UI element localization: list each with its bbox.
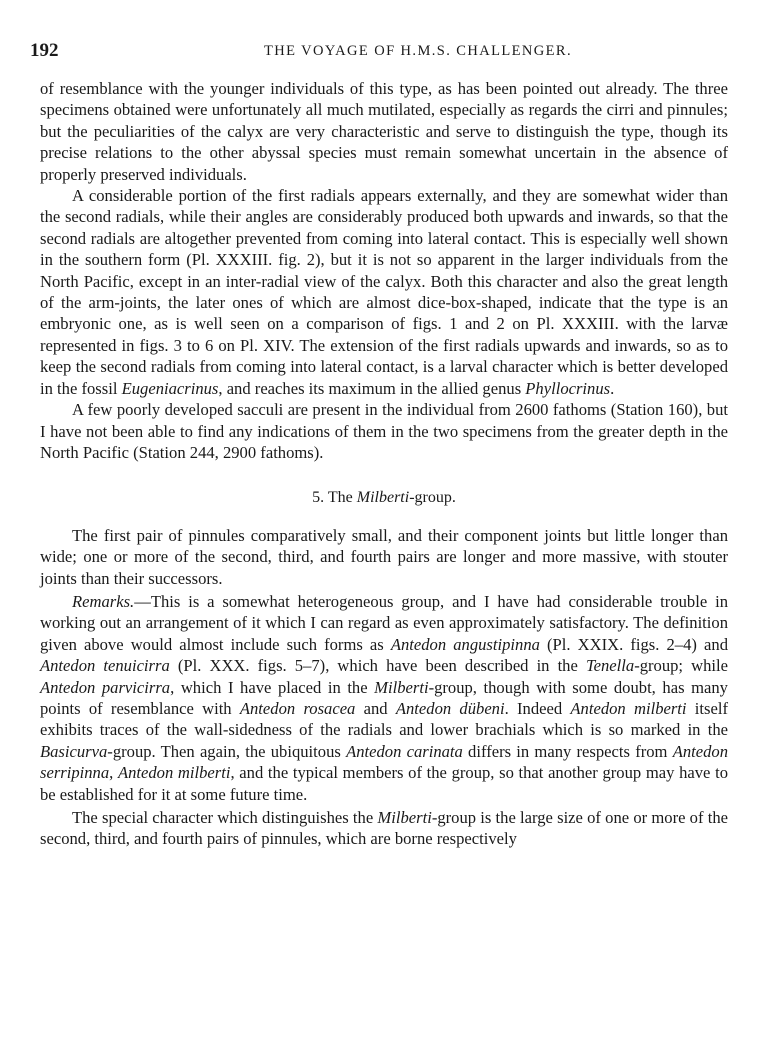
italic-term: Remarks. [72,591,135,611]
text-run: -group. Then again, the ubiquitous [107,741,347,761]
italic-term: Phyllocrinus [525,378,611,398]
text-run: The first pair of pinnules comparatively small, and their component joints but little longer than wide; one or more of the second, third, and fourth pairs are longer and more massive, with stouter joints than their successors. [40,525,728,588]
italic-term: Eugeniacrinus [121,378,219,398]
text-run: , and the typical members of the group, so that another group may have to be established for it at some future time. [40,763,728,804]
italic-term: Tenella [585,656,635,676]
italic-term: Antedon tenuicirra [40,656,170,676]
italic-term: Antedon carinata [346,741,463,761]
text-run: -group, though with some doubt, has many points of resemblance with [40,677,728,718]
text-run: The special character which distinguishes the [72,808,378,827]
italic-term: Antedon parvicirra [40,677,171,697]
text-run: -group; while [634,656,728,676]
italic-term: Milberti [374,677,429,697]
page-number: 192 [30,40,59,61]
text-run: A few poorly developed sacculi are present in the individual from 2600 fathoms (Station 160), but I have not been able to find any indications of them in the two specimens from the greater depth in the North Pacific (Station 244, 2900 fathoms). [40,400,728,462]
text-run: (Pl. XXIX. figs. 2–4) and [539,634,728,654]
text-run: , [109,763,118,783]
italic-term: Milberti [377,808,432,827]
text-run: . Indeed [504,698,571,718]
italic-term: Milberti [356,489,410,507]
italic-term: Antedon rosacea [239,698,356,718]
text-run: —This is a somewhat heterogeneous group, and I have had considerable trouble in working out an arrangement of it which I can regard as even approximately satisfactory. The definition given above would almost include such forms as [40,591,728,654]
italic-term: Basicurva [40,741,108,761]
text-run: of resemblance with the younger individuals of this type, as has been pointed out already. The three specimens obtained were unfortunately all much mutilated, especially as regards the cirri and pinnules; but the peculiarities of the calyx are very characteristic and serve to distinguish the type, though its precise relations to the other abyssal species must remain somewhat uncertain in the absence of properly preserved individuals. [40,79,728,184]
text-run: , and reaches its maximum in the allied genus [218,378,526,398]
text-run: . [610,378,615,398]
text-run: and [355,698,396,718]
italic-term: Antedon milberti [117,763,231,783]
paragraph-continuation [40,78,728,185]
text-run: 5. The [312,489,357,507]
paragraph-remarks [40,591,728,805]
italic-term: Antedon dübeni [395,698,505,718]
text-run: (Pl. XXX. figs. 5–7), which have been described in the [169,656,586,676]
paragraph-definition [40,525,728,589]
section-heading [40,487,728,508]
paragraph [40,807,728,850]
text-run: A considerable portion of the first radials appears externally, and they are somewhat wider than the second radials, while their angles are considerably produced both upwards and inwards, so that the second radials are altogether prevented from coming into lateral contact. This is especially well shown in the southern form (Pl. XXXIII. fig. 2), but it is not so apparent in the larger individuals from the North Pacific, except in an inter-radial view of the calyx. Both this character and also the great length of the arm-joints, the later ones of which are almost dice-box-shaped, indicate that the type is an embryonic one, as is well seen on a comparison of figs. 1 and 2 on Pl. XXXIII. with the larvæ represented in figs. 3 to 6 on Pl. XIV. The extension of the first radials upwards and inwards, so as to keep the second radials from coming into lateral contact, is a larval character which is better developed in the fossil [40,186,728,398]
italic-term: Antedon milberti [570,698,687,718]
paragraph [40,185,728,399]
paragraph [40,399,728,463]
text-run: , which I have placed in the [170,677,375,697]
italic-term: Antedon angustipinna [390,634,540,654]
text-run: itself exhibits traces of the wall-sidedness of the radials and lower brachials which is so marked in the [40,698,728,740]
page-header [30,40,746,64]
text-run: -group is the large size of one or more of the second, third, and fourth pairs of pinnules, which are borne respectively [40,808,728,849]
running-title: THE VOYAGE OF H.M.S. CHALLENGER. [264,43,572,59]
text-run: differs in many respects from [462,741,673,761]
italic-term: Antedon serripinna [40,741,728,783]
body-text [40,78,728,850]
text-run: -group. [409,489,456,507]
